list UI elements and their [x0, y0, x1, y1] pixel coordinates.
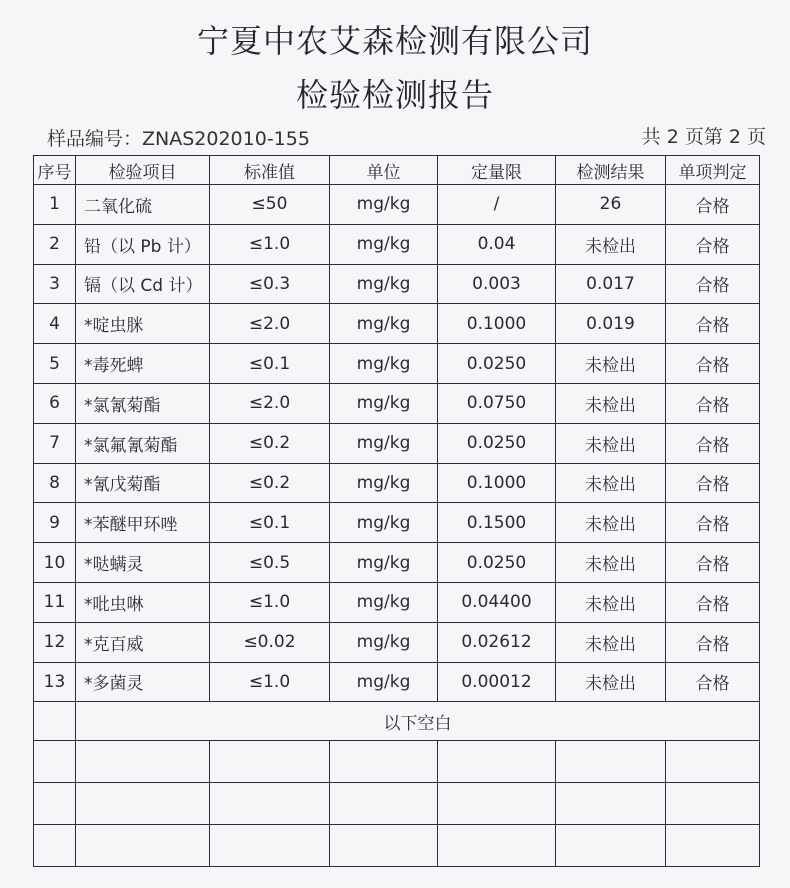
test-item: 二氧化硫 — [76, 185, 210, 225]
blank-note-row — [34, 702, 760, 741]
judgment: 合格 — [666, 622, 760, 662]
empty-cell — [210, 825, 330, 867]
judgment: 合格 — [666, 582, 760, 622]
unit: mg/kg — [330, 344, 438, 384]
empty-cell — [34, 783, 76, 825]
test-result: 未检出 — [556, 423, 666, 463]
test-item: *吡虫啉 — [76, 582, 210, 622]
column-header: 单项判定 — [666, 156, 760, 185]
quantitation-limit: 0.02612 — [438, 622, 556, 662]
test-result: 未检出 — [556, 383, 666, 423]
table-row — [34, 503, 760, 543]
standard-value: ≤0.1 — [210, 344, 330, 384]
empty-cell — [330, 741, 438, 783]
column-header: 定量限 — [438, 156, 556, 185]
column-header: 单位 — [330, 156, 438, 185]
empty-cell — [210, 741, 330, 783]
row-index: 10 — [34, 543, 76, 583]
sample-number: 样品编号：ZNAS202010-155 — [47, 128, 310, 150]
unit: mg/kg — [330, 264, 438, 304]
column-header: 检验项目 — [76, 156, 210, 185]
quantitation-limit: 0.0250 — [438, 423, 556, 463]
empty-row — [34, 825, 760, 867]
standard-value: ≤0.5 — [210, 543, 330, 583]
judgment: 合格 — [666, 185, 760, 225]
row-index: 11 — [34, 582, 76, 622]
quantitation-limit: 0.0750 — [438, 383, 556, 423]
row-index: 8 — [34, 463, 76, 503]
row-index: 9 — [34, 503, 76, 543]
empty-cell — [666, 783, 760, 825]
empty-cell — [34, 702, 76, 741]
test-result: 未检出 — [556, 344, 666, 384]
quantitation-limit: 0.0250 — [438, 344, 556, 384]
judgment: 合格 — [666, 503, 760, 543]
standard-value: ≤1.0 — [210, 224, 330, 264]
test-result: 0.017 — [556, 264, 666, 304]
empty-row — [34, 741, 760, 783]
unit: mg/kg — [330, 463, 438, 503]
test-result: 未检出 — [556, 463, 666, 503]
judgment: 合格 — [666, 463, 760, 503]
empty-cell — [210, 783, 330, 825]
quantitation-limit: 0.0250 — [438, 543, 556, 583]
unit: mg/kg — [330, 662, 438, 702]
report-title: 检验检测报告 — [295, 76, 494, 114]
test-item: *苯醚甲环唑 — [76, 503, 210, 543]
standard-value: ≤2.0 — [210, 383, 330, 423]
table-row — [34, 622, 760, 662]
test-item: *啶虫脒 — [76, 304, 210, 344]
standard-value: ≤50 — [210, 185, 330, 225]
test-item: *氯氟氰菊酯 — [76, 423, 210, 463]
judgment: 合格 — [666, 304, 760, 344]
empty-cell — [556, 825, 666, 867]
table-row — [34, 543, 760, 583]
column-header: 标准值 — [210, 156, 330, 185]
row-index: 4 — [34, 304, 76, 344]
quantitation-limit: 0.00012 — [438, 662, 556, 702]
standard-value: ≤1.0 — [210, 582, 330, 622]
standard-value: ≤0.02 — [210, 622, 330, 662]
row-index: 13 — [34, 662, 76, 702]
test-result: 0.019 — [556, 304, 666, 344]
table-row — [34, 224, 760, 264]
unit: mg/kg — [330, 503, 438, 543]
table-row — [34, 264, 760, 304]
standard-value: ≤0.2 — [210, 463, 330, 503]
test-item: 镉（以 Cd 计） — [76, 264, 210, 304]
quantitation-limit: 0.1000 — [438, 463, 556, 503]
test-result: 未检出 — [556, 662, 666, 702]
empty-cell — [556, 783, 666, 825]
empty-cell — [438, 741, 556, 783]
empty-cell — [34, 741, 76, 783]
unit: mg/kg — [330, 185, 438, 225]
unit: mg/kg — [330, 582, 438, 622]
blank-note: 以下空白 — [76, 702, 760, 741]
report-table — [33, 155, 760, 867]
empty-cell — [666, 741, 760, 783]
row-index: 7 — [34, 423, 76, 463]
row-index: 5 — [34, 344, 76, 384]
empty-cell — [666, 825, 760, 867]
unit: mg/kg — [330, 304, 438, 344]
column-header: 检测结果 — [556, 156, 666, 185]
test-item: *氯氰菊酯 — [76, 383, 210, 423]
test-item: *氰戊菊酯 — [76, 463, 210, 503]
table-row — [34, 423, 760, 463]
quantitation-limit: / — [438, 185, 556, 225]
table-header-row — [34, 156, 760, 185]
table-row — [34, 185, 760, 225]
column-header: 序号 — [34, 156, 76, 185]
unit: mg/kg — [330, 543, 438, 583]
row-index: 1 — [34, 185, 76, 225]
test-item: *多菌灵 — [76, 662, 210, 702]
unit: mg/kg — [330, 423, 438, 463]
empty-cell — [76, 783, 210, 825]
standard-value: ≤1.0 — [210, 662, 330, 702]
row-index: 3 — [34, 264, 76, 304]
judgment: 合格 — [666, 543, 760, 583]
empty-cell — [330, 825, 438, 867]
empty-cell — [76, 741, 210, 783]
test-item: *毒死蜱 — [76, 344, 210, 384]
empty-cell — [34, 825, 76, 867]
table-row — [34, 662, 760, 702]
empty-cell — [556, 741, 666, 783]
test-item: *克百威 — [76, 622, 210, 662]
standard-value: ≤2.0 — [210, 304, 330, 344]
judgment: 合格 — [666, 662, 760, 702]
quantitation-limit: 0.003 — [438, 264, 556, 304]
table-row — [34, 383, 760, 423]
judgment: 合格 — [666, 224, 760, 264]
quantitation-limit: 0.1500 — [438, 503, 556, 543]
page-info: 共 2 页第 2 页 — [641, 126, 766, 148]
test-result: 未检出 — [556, 543, 666, 583]
row-index: 2 — [34, 224, 76, 264]
row-index: 12 — [34, 622, 76, 662]
unit: mg/kg — [330, 224, 438, 264]
judgment: 合格 — [666, 423, 760, 463]
standard-value: ≤0.1 — [210, 503, 330, 543]
standard-value: ≤0.2 — [210, 423, 330, 463]
empty-cell — [76, 825, 210, 867]
company-name: 宁夏中农艾森检测有限公司 — [196, 22, 593, 60]
judgment: 合格 — [666, 344, 760, 384]
judgment: 合格 — [666, 383, 760, 423]
empty-row — [34, 783, 760, 825]
quantitation-limit: 0.04 — [438, 224, 556, 264]
unit: mg/kg — [330, 383, 438, 423]
empty-cell — [330, 783, 438, 825]
quantitation-limit: 0.1000 — [438, 304, 556, 344]
empty-cell — [438, 825, 556, 867]
unit: mg/kg — [330, 622, 438, 662]
table-row — [34, 582, 760, 622]
test-result: 未检出 — [556, 503, 666, 543]
test-result: 未检出 — [556, 224, 666, 264]
test-result: 未检出 — [556, 622, 666, 662]
standard-value: ≤0.3 — [210, 264, 330, 304]
table-row — [34, 344, 760, 384]
test-item: *哒螨灵 — [76, 543, 210, 583]
table-row — [34, 463, 760, 503]
quantitation-limit: 0.04400 — [438, 582, 556, 622]
row-index: 6 — [34, 383, 76, 423]
empty-cell — [438, 783, 556, 825]
table-row — [34, 304, 760, 344]
test-result: 26 — [556, 185, 666, 225]
test-item: 铅（以 Pb 计） — [76, 224, 210, 264]
test-result: 未检出 — [556, 582, 666, 622]
judgment: 合格 — [666, 264, 760, 304]
